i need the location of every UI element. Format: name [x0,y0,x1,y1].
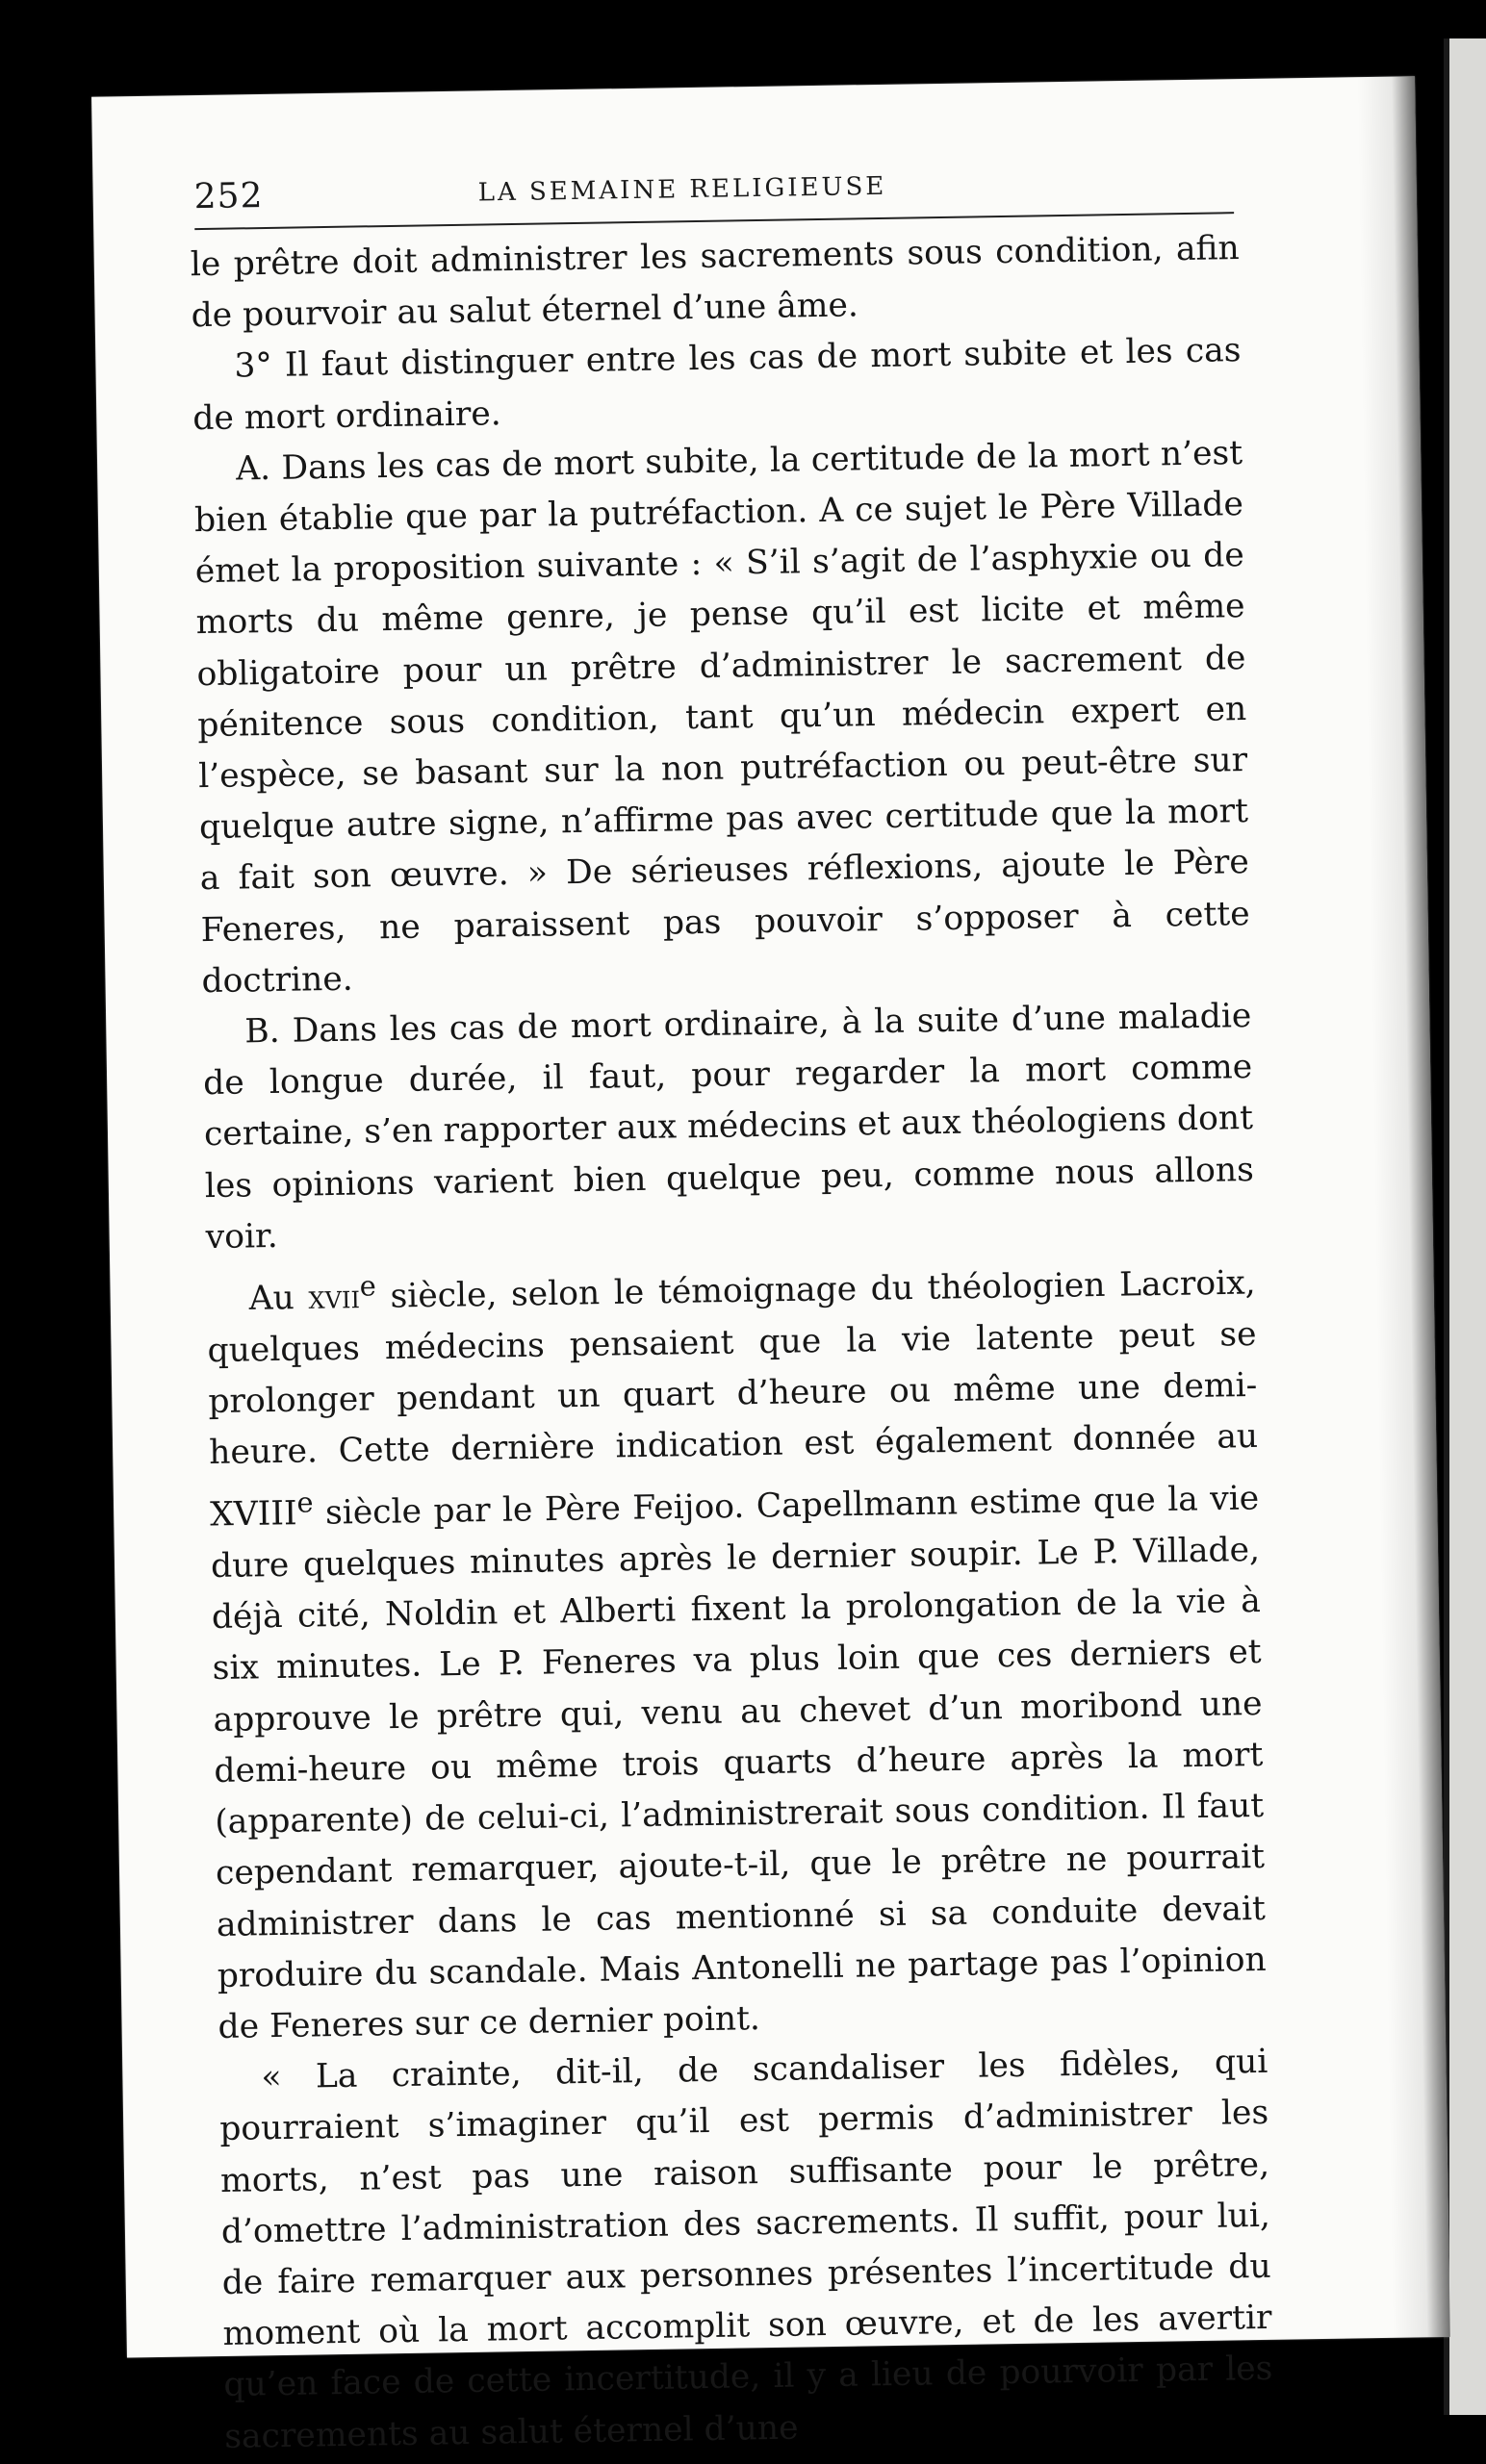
paragraph: « La crainte, dit-il, de scandaliser les fidèles, qui pourraient s’imaginer qu’il est permis d’administrer les morts, n’est pas une raison suffisante pour le prêtre, d’omettre l’administration des sacrements. Il suffit, pour lui, de faire remarquer aux personnes présentes l’incertitude du moment où la mort accomplit son œuvre, et de les avertir qu’en face de cette incertitude, il y a lieu de pourvoir par les sacrements au salut éternel d’une [218,2042,1273,2456]
paragraph-text: siècle par le Père Feijoo. Capellmann estime que la vie dure quelques minutes après le dernier soupir. Le P. Villade, déjà cité, Noldin et Alberti fixent la prolongation de la vie à six minutes. Le P. Feneres va plus loin que ces derniers et approuve le prêtre qui, venu au chevet d’un moribond une demi-heure ou même trois quarts d’heure après la mort (apparente) de celui-ci, l’administrerait sous condition. Il faut cependant remarquer, ajoute-t-il, que le prêtre ne pourrait administrer dans le cas mentionné si sa conduite devait produire du scandale. Mais Antonelli ne partage pas l’opinion de Feneres sur ce dernier point. [210,1479,1267,2046]
page-header [193,161,1234,235]
paragraph-text: siècle, selon le témoignage du théologien Lacroix, quelques médecins pensaient que la vie latente peut se prolonger pendant un quart d’heure ou même une demi-heure. Cette dernière indication est également donnée au XVIII [207,1263,1259,1535]
page-number: 252 [193,176,264,217]
paragraph: A. Dans les cas de mort subite, la certitude de la mort n’est bien établie que par la putréfaction. A ce sujet le Père Villade émet la proposition suivante : « S’il s’agit de l’asphyxie ou de morts du même genre, je pense qu’il est licite et même obligatoire pour un prêtre d’administrer le sacrement de pénitence sous condition, tant qu’un médecin expert en l’espèce, se basant sur la non putréfaction ou peut-être sur quelque autre signe, n’affirme pas avec certitude que la mort a fait son œuvre. » De sérieuses réflexions, ajoute le Père Feneres, ne paraissent pas pouvoir s’opposer à cette doctrine. [193,433,1250,1001]
superscript: e [296,1486,314,1520]
paragraph: le prêtre doit administrer les sacrements sous condition, afin de pourvoir au salut éternel d’une âme. [190,229,1241,336]
body-text [190,223,1273,2463]
paragraph: 3° Il faut distinguer entre les cas de mort subite et les cas de mort ordinaire. [192,331,1242,438]
paragraph [206,1247,1268,2053]
century-numeral: xvii [308,1278,361,1317]
paragraph-text: Au [248,1279,295,1318]
paragraph: B. Dans les cas de mort ordinaire, à la suite d’une maladie de longue durée, il faut, pour regarder la mort comme certaine, s’en rapporter aux médecins et aux théologiens dont les opinions varient bien quelque peu, comme nous allons voir. [202,997,1255,1257]
running-title: LA SEMAINE RELIGIEUSE [477,171,887,208]
book-page [91,76,1450,2456]
facing-page-edge [1444,38,1486,2415]
superscript: e [359,1269,376,1303]
